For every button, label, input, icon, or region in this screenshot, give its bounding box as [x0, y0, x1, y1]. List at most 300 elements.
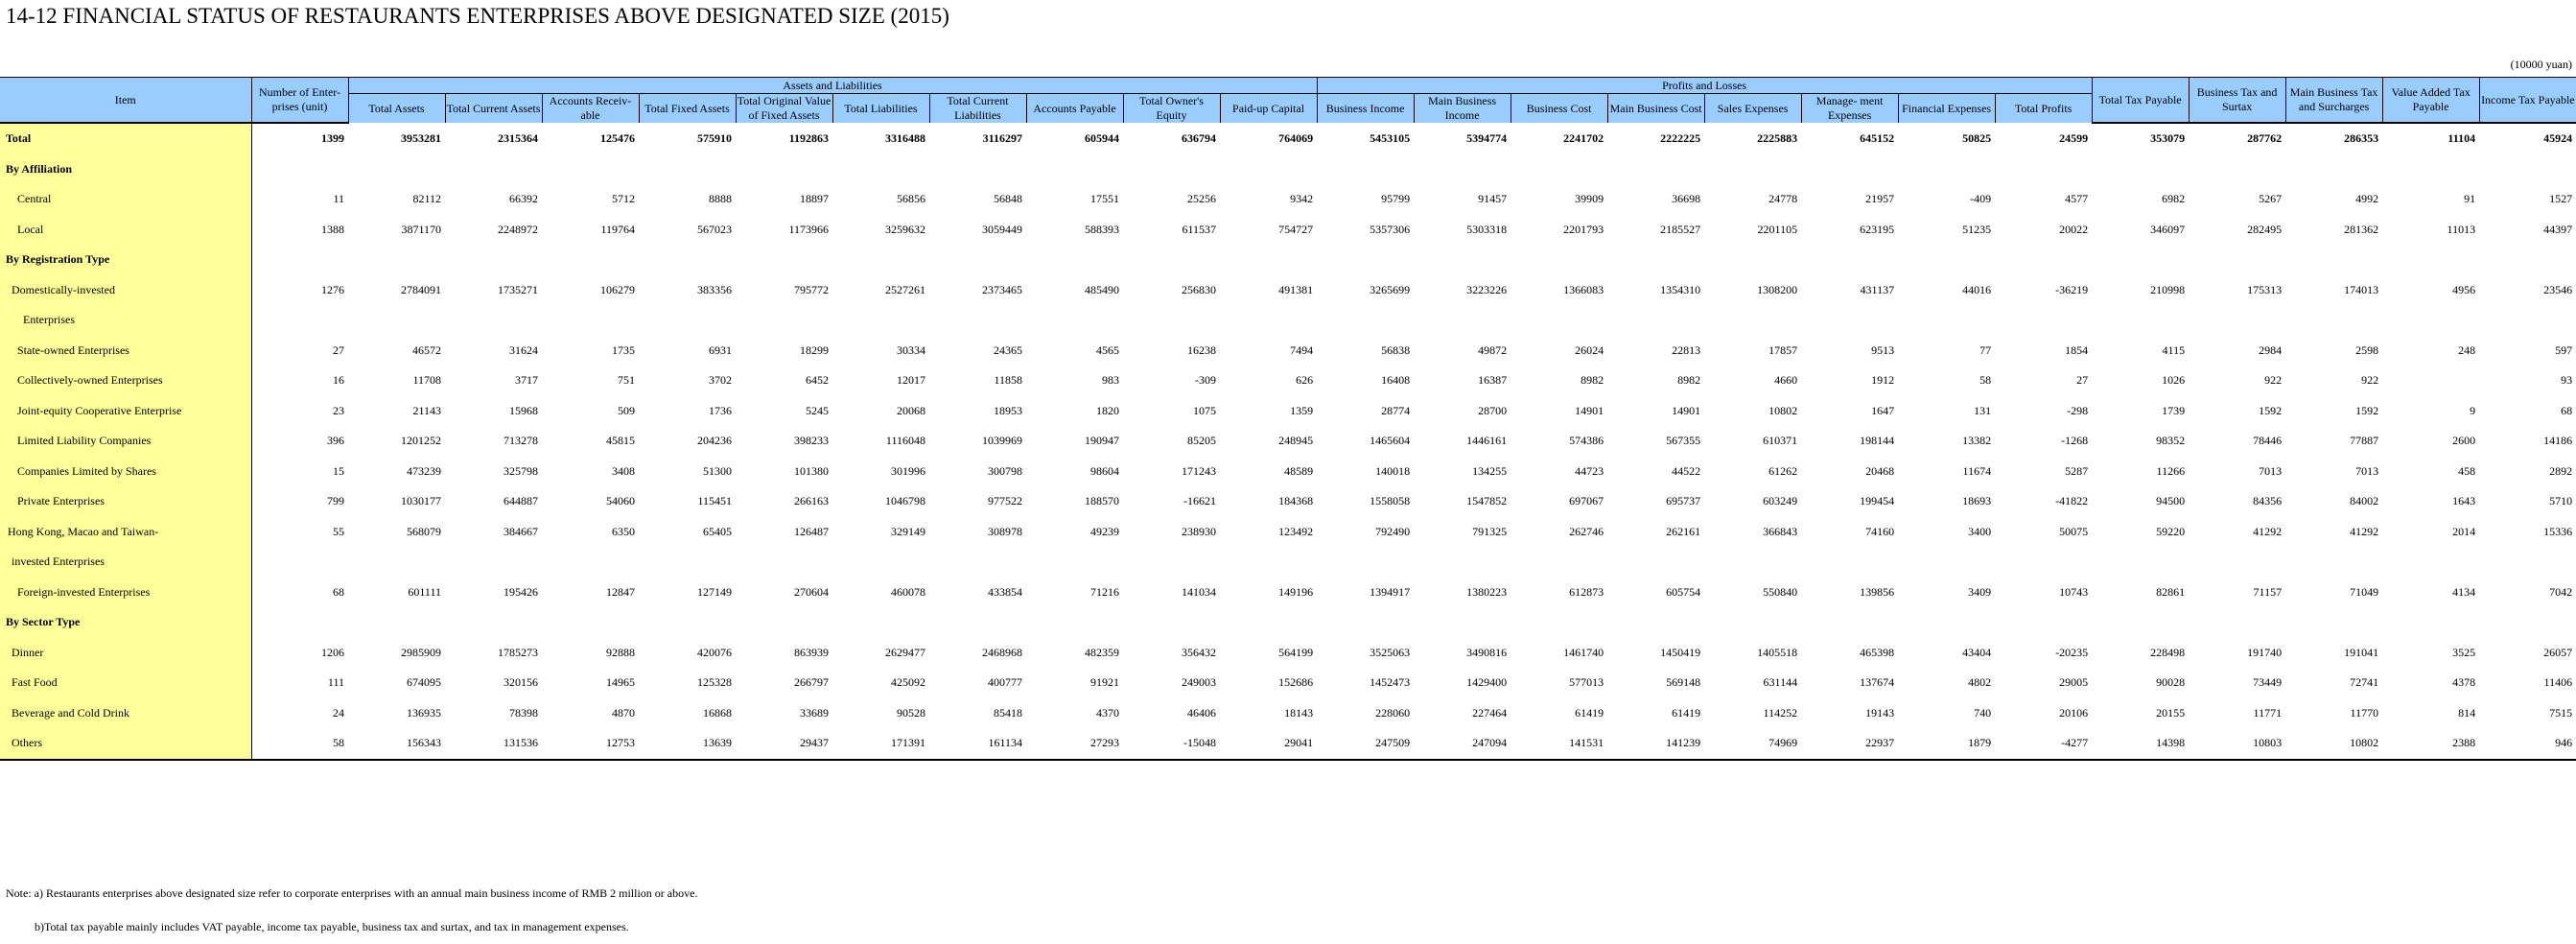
table-row [0, 457, 2576, 487]
row-value: 4565 [1096, 342, 1119, 357]
row-value: 72741 [2350, 675, 2379, 690]
row-value: 10803 [2189, 728, 2285, 760]
header-main-business-cost: Main Business Cost [1607, 94, 1704, 124]
row-value: 674095 [407, 675, 441, 690]
header-paid-up-capital: Paid-up Capital [1220, 94, 1317, 124]
row-value: 266163 [794, 494, 829, 508]
row-value: 636794 [1182, 130, 1216, 145]
row-value: 751 [618, 373, 635, 388]
row-value: 7042 [2549, 584, 2573, 599]
row-value: 3702 [709, 373, 732, 388]
row-value [542, 245, 639, 275]
row-value [1995, 245, 2092, 275]
row-value: 29437 [736, 728, 832, 760]
row-value: 24599 [2059, 130, 2089, 145]
row-label: Hong Kong, Macao and Taiwan- [0, 517, 251, 548]
row-value: 792490 [1375, 524, 1411, 538]
row-value: 136935 [407, 705, 441, 720]
row-value: 2984 [2259, 342, 2283, 357]
row-value [2479, 154, 2576, 185]
row-value: 9 [2470, 403, 2476, 417]
row-value: 4577 [2065, 192, 2089, 206]
table-row [0, 668, 2576, 698]
row-value: 14965 [606, 675, 635, 690]
row-label: Companies Limited by Shares [0, 457, 251, 487]
row-value: 20106 [2059, 705, 2089, 720]
table-row [0, 396, 2576, 427]
row-value: 603249 [1763, 494, 1798, 508]
row-value: 2985909 [401, 645, 441, 659]
row-value [1607, 305, 1704, 336]
row-value [1898, 154, 1995, 185]
row-label: Fast Food [0, 668, 251, 698]
row-value: 210998 [2150, 282, 2186, 296]
row-value [445, 154, 542, 185]
row-value: 2315364 [498, 130, 538, 145]
header-management-expenses: Manage- ment Expenses [1801, 94, 1898, 124]
row-value: 22937 [1801, 728, 1898, 760]
row-value: 78446 [2253, 434, 2283, 448]
row-value: 485490 [1085, 282, 1119, 296]
row-value: 1912 [1871, 373, 1895, 388]
row-value [1510, 154, 1607, 185]
row-value: 44723 [1575, 463, 1604, 478]
row-value [1123, 305, 1220, 336]
row-value: 1201252 [401, 434, 441, 448]
row-value: 28774 [1381, 403, 1411, 417]
header-total-liabilities: Total Liabilities [832, 94, 929, 124]
header-financial-expenses: Financial Expenses [1898, 94, 1995, 124]
row-value: 791325 [1472, 524, 1508, 538]
row-value: 13639 [639, 728, 736, 760]
row-value: 195426 [503, 584, 538, 599]
row-value: 1399 [321, 131, 344, 146]
row-value [2382, 245, 2479, 275]
row-value [1317, 154, 1414, 185]
row-value: 1558058 [1370, 494, 1411, 508]
row-value [1510, 305, 1607, 336]
row-value [2479, 547, 2576, 578]
row-value [832, 245, 929, 275]
row-value: 1736 [709, 403, 732, 417]
row-value: 1405518 [1757, 645, 1798, 659]
row-value: 152686 [1278, 675, 1314, 690]
financial-status-table [0, 77, 2576, 761]
row-value [1317, 245, 1414, 275]
row-label: Total [0, 123, 251, 154]
row-value: 5394774 [1466, 130, 1508, 145]
row-value: 41292 [2350, 524, 2379, 538]
row-label: Dinner [0, 638, 251, 669]
row-value [1220, 547, 1317, 578]
row-value: 325798 [503, 463, 538, 478]
row-value: 84002 [2350, 494, 2379, 508]
header-business-tax-surtax: Business Tax and Surtax [2189, 78, 2285, 124]
note-a: Note: a) Restaurants enterprises above designated size refer to corporate enterprises with an annual main business income of RMB 2 million or above. [6, 886, 698, 900]
row-value: 18299 [800, 342, 829, 357]
row-value [929, 607, 1026, 638]
row-value: 564199 [1278, 645, 1314, 659]
row-value: 1879 [1898, 728, 1995, 760]
row-value [2382, 305, 2479, 336]
row-value: 5710 [2549, 494, 2573, 508]
row-value: 139856 [1860, 584, 1895, 599]
row-value [1801, 607, 1898, 638]
row-label: By Registration Type [0, 245, 251, 275]
table-row [0, 517, 2576, 548]
row-value [542, 607, 639, 638]
row-value: 68 [2561, 403, 2573, 417]
row-value: 51235 [1962, 222, 1992, 236]
row-value: 71049 [2350, 584, 2379, 599]
row-value: 45815 [606, 434, 635, 448]
row-value: 94500 [2156, 494, 2186, 508]
row-value: 11 [333, 192, 344, 206]
row-value: 204236 [697, 434, 732, 448]
row-value [1026, 245, 1123, 275]
row-value: 18897 [800, 192, 829, 206]
row-value: 5303318 [1466, 222, 1508, 236]
row-value: 7013 [2259, 463, 2283, 478]
row-value [445, 607, 542, 638]
row-value: 46572 [412, 342, 441, 357]
row-value: 78398 [509, 705, 538, 720]
row-value: 4370 [1096, 705, 1119, 720]
row-value: 71216 [1090, 584, 1119, 599]
notes [6, 877, 697, 944]
row-value: 473239 [407, 463, 441, 478]
row-value: 814 [2458, 705, 2476, 720]
row-value: 188570 [1085, 494, 1119, 508]
row-value: 17551 [1090, 192, 1119, 206]
row-value: 1276 [321, 282, 344, 296]
row-value: 141239 [1607, 728, 1704, 760]
table-row [0, 275, 2576, 306]
row-value: 1380223 [1466, 584, 1508, 599]
row-value [929, 305, 1026, 336]
row-value [2285, 154, 2382, 185]
unit-label: (10000 yuan) [2510, 58, 2572, 71]
row-value [2189, 305, 2285, 336]
row-label: Enterprises [0, 305, 251, 336]
row-value [1898, 245, 1995, 275]
table-row [0, 336, 2576, 366]
row-value [2479, 245, 2576, 275]
row-value: 4378 [2452, 675, 2476, 690]
row-value: 74160 [1865, 524, 1895, 538]
row-value: 20155 [2156, 705, 2186, 720]
row-value: 1354310 [1660, 282, 1701, 296]
row-value: 14186 [2543, 434, 2573, 448]
row-value: 93 [2561, 373, 2573, 388]
row-value [2092, 245, 2189, 275]
row-value [1317, 547, 1414, 578]
row-label: By Affiliation [0, 154, 251, 185]
row-value [1220, 305, 1317, 336]
row-value: 300798 [988, 463, 1022, 478]
row-value: 2185527 [1660, 222, 1701, 236]
row-value: 20468 [1865, 463, 1895, 478]
row-value: 14398 [2092, 728, 2189, 760]
row-value: -20235 [2055, 645, 2089, 659]
row-value: 15336 [2543, 524, 2573, 538]
row-value: 115451 [697, 494, 732, 508]
row-value: 1359 [1290, 403, 1314, 417]
row-value: 9342 [1290, 192, 1314, 206]
row-value [1510, 607, 1607, 638]
row-value: 922 [2361, 373, 2379, 388]
row-value: 5267 [2259, 192, 2283, 206]
row-value [1704, 547, 1801, 578]
row-value: -4277 [1995, 728, 2092, 760]
row-value: -15048 [1123, 728, 1220, 760]
row-value: 141531 [1510, 728, 1607, 760]
row-value: 156343 [348, 728, 445, 760]
row-value: 567355 [1666, 434, 1701, 448]
row-value: 3953281 [401, 130, 441, 145]
row-value: 20022 [2059, 222, 2089, 236]
row-value: -1268 [2061, 434, 2089, 448]
row-value: 127149 [697, 584, 732, 599]
row-value: 98604 [1090, 463, 1119, 478]
row-value [1995, 154, 2092, 185]
row-value: 14901 [1672, 403, 1701, 417]
row-value [1317, 607, 1414, 638]
row-value: 12017 [897, 373, 925, 388]
row-value: 66392 [509, 192, 538, 206]
row-value: 24778 [1768, 192, 1798, 206]
row-value: 1394917 [1370, 584, 1411, 599]
row-value: 91 [2464, 192, 2476, 206]
row-label: Collectively-owned Enterprises [0, 366, 251, 396]
row-value: 50075 [2059, 524, 2089, 538]
row-value [2479, 305, 2576, 336]
row-value: 256830 [1182, 282, 1216, 296]
row-value: 27 [2076, 373, 2089, 388]
row-value: 286353 [2344, 130, 2379, 145]
row-value: 282495 [2247, 222, 2283, 236]
row-value: 238930 [1182, 524, 1216, 538]
row-value [1607, 154, 1704, 185]
row-value: 4115 [2162, 342, 2186, 357]
row-value: 50825 [1962, 130, 1992, 145]
row-value [832, 607, 929, 638]
row-value: 458 [2458, 463, 2476, 478]
row-value: 3400 [1968, 524, 1992, 538]
row-value: 623195 [1860, 222, 1895, 236]
row-value: 922 [2264, 373, 2283, 388]
row-value: 248945 [1278, 434, 1314, 448]
row-value: 12753 [542, 728, 639, 760]
row-value: 281362 [2344, 222, 2379, 236]
row-value: 61262 [1768, 463, 1798, 478]
table-row [0, 698, 2576, 729]
header-total-assets: Total Assets [348, 94, 445, 124]
row-value: 1592 [2259, 403, 2283, 417]
row-value [1510, 547, 1607, 578]
row-value: 577013 [1569, 675, 1604, 690]
row-value: 46406 [1187, 705, 1216, 720]
row-value: 10743 [2059, 584, 2089, 599]
row-value [2382, 366, 2479, 396]
row-value [1898, 305, 1995, 336]
row-value: 3408 [612, 463, 635, 478]
row-value [348, 607, 445, 638]
row-value: 754727 [1278, 222, 1314, 236]
row-value: 612873 [1569, 584, 1604, 599]
row-value: 1366083 [1563, 282, 1604, 296]
row-value: 605754 [1666, 584, 1701, 599]
row-label: Joint-equity Cooperative Enterprise [0, 396, 251, 427]
row-value: 171391 [832, 728, 929, 760]
row-value [1414, 154, 1510, 185]
row-value: 13382 [1962, 434, 1992, 448]
row-value: 18143 [1284, 705, 1314, 720]
row-value: 1854 [2065, 342, 2089, 357]
row-value: 24 [333, 705, 344, 720]
row-value: 56838 [1381, 342, 1411, 357]
row-value [2189, 154, 2285, 185]
row-value [1123, 154, 1220, 185]
row-value: 601111 [408, 584, 441, 599]
row-value: 171243 [1182, 463, 1216, 478]
row-value: 3525063 [1370, 645, 1411, 659]
row-value: 43404 [1962, 645, 1992, 659]
row-value: 329149 [891, 524, 925, 538]
table-title: 14-12 FINANCIAL STATUS OF RESTAURANTS ENTERPRISES ABOVE DESIGNATED SIZE (2015) [6, 4, 949, 28]
row-value: 27 [333, 342, 344, 357]
table-body [0, 123, 2576, 760]
row-value: 1452473 [1370, 675, 1411, 690]
row-value: 3409 [1968, 584, 1992, 599]
row-value: 509 [618, 403, 635, 417]
table-row [0, 728, 2576, 760]
row-value: 9513 [1871, 342, 1895, 357]
header-business-income: Business Income [1317, 94, 1414, 124]
table-row [0, 426, 2576, 457]
row-value [1026, 154, 1123, 185]
table-row [0, 184, 2576, 215]
row-value [832, 547, 929, 578]
table-row [0, 366, 2576, 396]
row-value: 5357306 [1370, 222, 1411, 236]
note-b: b)Total tax payable mainly includes VAT payable, income tax payable, business tax and surtax, and tax in management expenses. [35, 920, 629, 933]
row-value: 11770 [2350, 705, 2379, 720]
row-value [1704, 245, 1801, 275]
row-value: 23546 [2543, 282, 2573, 296]
row-value: 11266 [2156, 463, 2186, 478]
row-value: 15 [333, 463, 344, 478]
row-value: 73449 [2253, 675, 2283, 690]
header-main-business-income: Main Business Income [1414, 94, 1510, 124]
row-value: 4870 [612, 705, 635, 720]
row-value: 61419 [1575, 705, 1604, 720]
row-value: 568079 [407, 524, 441, 538]
row-value [542, 154, 639, 185]
row-value: 420076 [697, 645, 732, 659]
row-value: 82861 [2156, 584, 2186, 599]
row-value [1220, 245, 1317, 275]
row-value [445, 245, 542, 275]
row-value: 597 [2555, 342, 2573, 357]
row-value: 398233 [794, 434, 829, 448]
header-total-owners-equity: Total Owner's Equity [1123, 94, 1220, 124]
row-value [1607, 245, 1704, 275]
row-value: 764069 [1278, 130, 1314, 145]
row-value [1414, 245, 1510, 275]
row-value: 54060 [606, 494, 635, 508]
row-value: 125328 [697, 675, 732, 690]
row-value: 106279 [600, 282, 635, 296]
row-value: 1450419 [1660, 645, 1701, 659]
row-value: 125476 [600, 130, 635, 145]
row-value [445, 305, 542, 336]
row-value [1704, 607, 1801, 638]
row-value: 27293 [1026, 728, 1123, 760]
row-value: 16 [333, 373, 344, 388]
row-value: 550840 [1763, 584, 1798, 599]
row-value: 161134 [929, 728, 1026, 760]
row-value: 266797 [794, 675, 829, 690]
row-value: 95799 [1381, 192, 1411, 206]
row-value: 1592 [2355, 403, 2379, 417]
row-value: 353079 [2150, 131, 2186, 146]
row-value: 174013 [2344, 282, 2379, 296]
row-value: 575910 [697, 130, 732, 145]
header-total-tax-payable: Total Tax Payable [2092, 78, 2189, 124]
row-value: 11674 [1962, 463, 1992, 478]
row-value: 610371 [1763, 434, 1798, 448]
row-label: Private Enterprises [0, 486, 251, 517]
table-row [0, 486, 2576, 517]
row-value: 29041 [1220, 728, 1317, 760]
header-total-current-liabilities: Total Current Liabilities [929, 94, 1026, 124]
row-value: 131536 [445, 728, 542, 760]
row-value: 45924 [2543, 131, 2573, 146]
row-value: 2784091 [401, 282, 441, 296]
row-value [2092, 154, 2189, 185]
row-value: 6452 [806, 373, 829, 388]
row-value [1801, 154, 1898, 185]
row-value [736, 547, 832, 578]
row-value: 190947 [1085, 434, 1119, 448]
row-value: 3116297 [982, 130, 1022, 145]
row-value [348, 547, 445, 578]
row-value [2285, 547, 2382, 578]
row-value: 247509 [1317, 728, 1414, 760]
row-value [1026, 547, 1123, 578]
row-value: 15968 [509, 403, 538, 417]
row-label: Limited Liability Companies [0, 426, 251, 457]
row-value: 249003 [1182, 675, 1216, 690]
row-value: 695737 [1666, 494, 1701, 508]
row-value: 16868 [703, 705, 732, 720]
row-value: 228060 [1375, 705, 1411, 720]
row-value: 320156 [503, 675, 538, 690]
header-total-original-value: Total Original Value of Fixed Assets [737, 94, 831, 122]
header-income-tax-payable: Income Tax Payable [2479, 78, 2576, 124]
row-value [251, 547, 348, 578]
row-value [736, 305, 832, 336]
row-value: 983 [1102, 373, 1119, 388]
row-value [1995, 305, 2092, 336]
row-value: 713278 [503, 434, 538, 448]
row-value: 346097 [2150, 222, 2186, 236]
row-value [542, 547, 639, 578]
row-value [2189, 547, 2285, 578]
row-value: 2248972 [498, 222, 538, 236]
row-value: 1075 [1193, 403, 1216, 417]
